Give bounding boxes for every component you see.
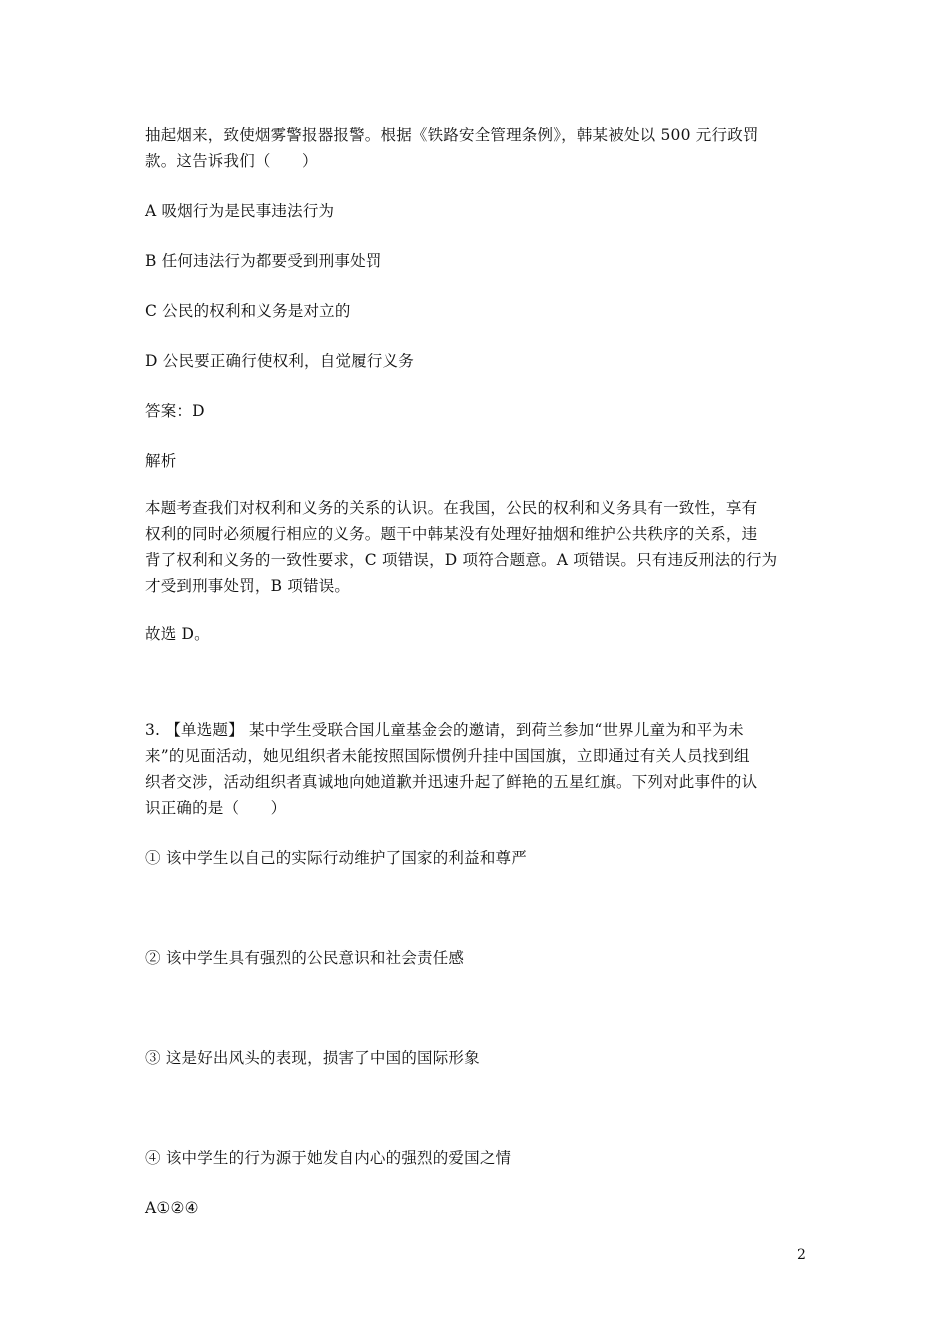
question-3-stem <box>145 717 810 821</box>
analysis-line: 背了权利和义务的一致性要求，C 项错误，D 项符合题意。A 项错误。只有违反刑法的行为 <box>145 551 778 569</box>
question-2-stem-line: 抽起烟来，致使烟雾警报器报警。根据《铁路安全管理条例》，韩某被处以 500 元行政罚 <box>145 126 759 144</box>
question-3-stem-line: 3. 【单选题】 某中学生受联合国儿童基金会的邀请，到荷兰参加“世界儿童为和平为未 <box>145 721 744 739</box>
question-2-option-d: D 公民要正确行使权利，自觉履行义务 <box>145 352 414 370</box>
question-3-statement-4: ④ 该中学生的行为源于她发自内心的强烈的爱国之情 <box>145 1149 512 1167</box>
question-3-statement-3: ③ 这是好出风头的表现，损害了中国的国际形象 <box>145 1049 480 1067</box>
question-2-option-a: A 吸烟行为是民事违法行为 <box>145 202 335 220</box>
page-number: 2 <box>797 1247 806 1263</box>
analysis-line: 才受到刑事处罚，B 项错误。 <box>145 577 351 595</box>
analysis-heading: 解析 <box>145 452 177 470</box>
question-2-stem-line: 款。这告诉我们（ ） <box>145 152 318 170</box>
question-2-answer: 答案：D <box>145 402 205 420</box>
analysis-conclusion: 故选 D。 <box>145 625 210 643</box>
question-3-statement-2: ② 该中学生具有强烈的公民意识和社会责任感 <box>145 949 465 967</box>
analysis-line: 权利的同时必须履行相应的义务。题干中韩某没有处理好抽烟和维护公共秩序的关系，违 <box>145 525 758 543</box>
analysis-line: 本题考查我们对权利和义务的关系的认识。在我国，公民的权利和义务具有一致性，享有 <box>145 499 758 517</box>
question-3-stem-line: 识正确的是（ ） <box>145 799 287 817</box>
question-3-stem-line: 织者交涉，活动组织者真诚地向她道歉并迅速升起了鲜艳的五星红旗。下列对此事件的认 <box>145 773 758 791</box>
question-2-option-b: B 任何违法行为都要受到刑事处罚 <box>145 252 382 270</box>
question-3-stem-line: 来”的见面活动，她见组织者未能按照国际惯例升挂中国国旗，立即通过有关人员找到组 <box>145 747 750 765</box>
question-3-option-a: A①②④ <box>145 1199 199 1217</box>
question-2-stem <box>145 122 810 174</box>
analysis-text <box>145 495 810 599</box>
question-3-statement-1: ① 该中学生以自己的实际行动维护了国家的利益和尊严 <box>145 849 527 867</box>
question-2-option-c: C 公民的权利和义务是对立的 <box>145 302 351 320</box>
